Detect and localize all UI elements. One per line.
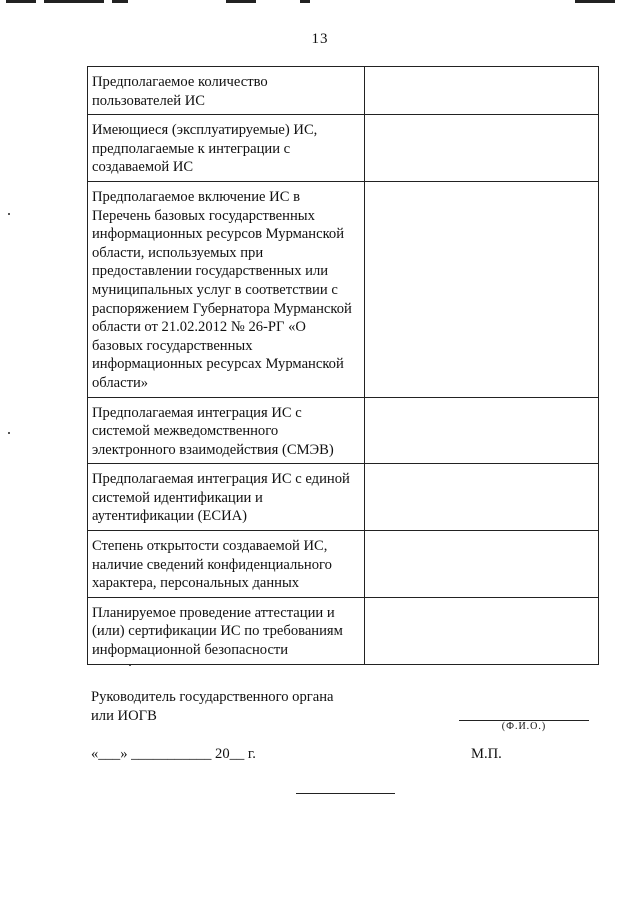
row-value-certification[interactable]	[365, 597, 599, 664]
table-row	[88, 181, 599, 397]
table-row	[88, 464, 599, 531]
signatory-title-line2: или ИОГВ	[91, 707, 157, 724]
page-number: 13	[311, 31, 329, 47]
row-label-user-count: Предполагаемое количество пользователей ИС	[88, 67, 365, 115]
row-value-esia[interactable]	[365, 464, 599, 531]
row-value-smev[interactable]	[365, 397, 599, 464]
scan-top-edge	[0, 0, 640, 3]
table-row	[88, 115, 599, 182]
date-field[interactable]: «___» ___________ 20__ г.	[91, 746, 256, 762]
fio-label: (Ф.И.О.)	[501, 721, 547, 732]
row-label-smev: Предполагаемая интеграция ИС с системой межведомственного электронного взаимодействия (СМЭВ)	[88, 397, 365, 464]
row-value-basic-resources[interactable]	[365, 181, 599, 397]
stamp-label: М.П.	[471, 746, 502, 762]
row-label-openness: Степень открытости создаваемой ИС, наличие сведений конфиденциального характера, персональных данных	[88, 531, 365, 598]
bottom-divider	[296, 793, 395, 794]
table-row	[88, 597, 599, 664]
information-system-form-table	[87, 66, 599, 665]
table-row	[88, 531, 599, 598]
table-row	[88, 397, 599, 464]
margin-speck	[8, 213, 10, 215]
signatory-title	[91, 688, 391, 725]
row-label-certification: Планируемое проведение аттестации и (или) сертификации ИС по требованиям информационной безопасности	[88, 597, 365, 664]
row-value-user-count[interactable]	[365, 67, 599, 115]
signatory-title-line1: Руководитель государственного органа	[91, 689, 334, 705]
row-label-esia: Предполагаемая интеграция ИС с единой системой идентификации и аутентификации (ЕСИА)	[88, 464, 365, 531]
table-row	[88, 67, 599, 115]
row-value-openness[interactable]	[365, 531, 599, 598]
row-value-existing-is[interactable]	[365, 115, 599, 182]
margin-speck	[8, 432, 10, 434]
row-label-existing-is: Имеющиеся (эксплуатируемые) ИС, предполагаемые к интеграции с создаваемой ИС	[88, 115, 365, 182]
row-label-basic-resources: Предполагаемое включение ИС в Перечень базовых государственных информационных ресурсов Мурманской области, используемых при предоставлении государственных или муниципальных услуг в соответствии с распоряжением Губернатора Мурманской области от 21.02.2012 № 26-РГ «О базовых государственных информационных ресурсах Мурманской области»	[88, 181, 365, 397]
